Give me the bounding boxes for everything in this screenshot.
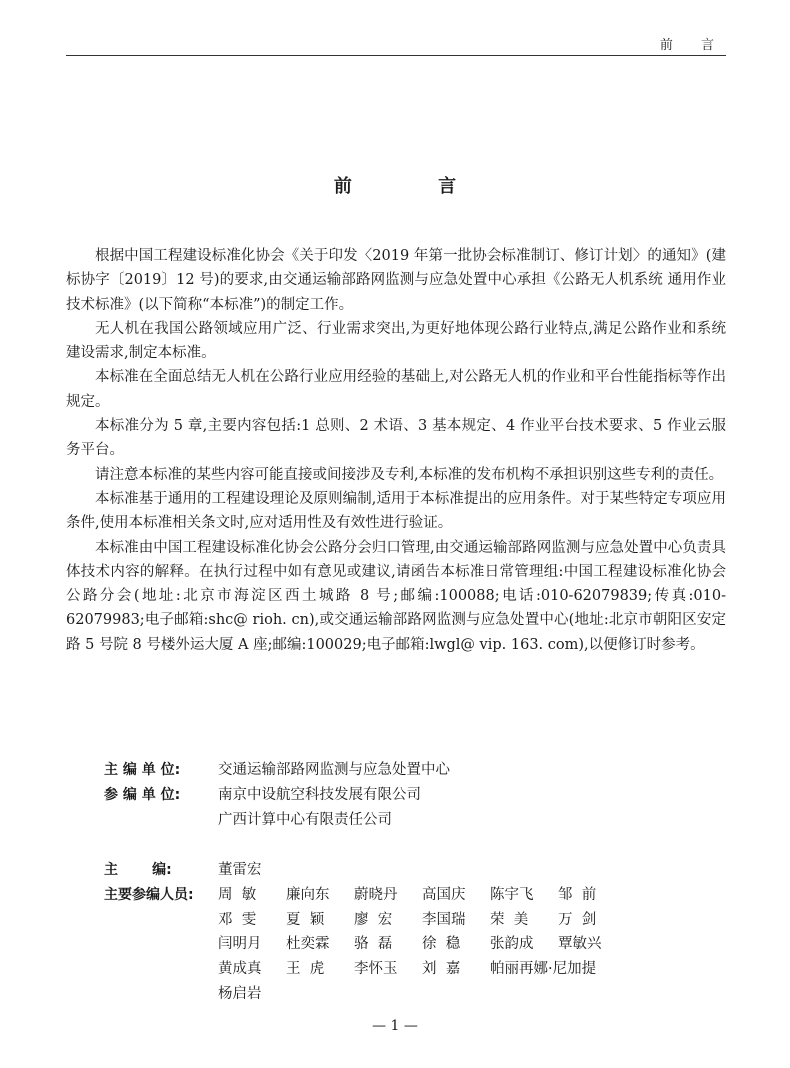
- units-block: [104, 758, 704, 832]
- participating-unit: 广西计算中心有限责任公司: [218, 811, 392, 828]
- header-rule: [66, 55, 726, 56]
- page-number: — 1 —: [372, 1018, 418, 1034]
- participant-name: 陈宇飞: [490, 886, 534, 903]
- participants-label: 主要参编人员:: [104, 886, 194, 903]
- foreword-body: [66, 244, 726, 657]
- chief-editor-value: 董雷宏: [218, 862, 262, 878]
- running-head: 前 言: [659, 38, 726, 53]
- participant-name: 周 敏: [218, 886, 257, 903]
- chief-editor-label: 主 编:: [104, 862, 172, 878]
- participant-name: 覃敏兴: [558, 936, 602, 953]
- participant-name: 李怀玉: [354, 961, 398, 978]
- participant-name: 邓 雯: [218, 911, 257, 928]
- chief-unit-row: [104, 758, 704, 783]
- participant-name: 徐 稳: [422, 936, 461, 953]
- editors-block: [104, 858, 704, 1007]
- paragraph: 本标准分为 5 章,主要内容包括:1 总则、2 术语、3 基本规定、4 作业平台技术要求、5 作业云服务平台。: [66, 418, 726, 459]
- participant-name: 邹 前: [558, 886, 597, 903]
- participating-units-label: 参 编 单 位:: [104, 786, 181, 803]
- participant-name: 杨启岩: [218, 985, 262, 1002]
- participant-name: 刘 嘉: [422, 961, 461, 978]
- participant-name: 帕丽再娜·尼加提: [490, 961, 597, 978]
- participant-name: 黄成真: [218, 961, 262, 978]
- page-title: 前 言: [333, 176, 497, 197]
- participant-name: 夏 颖: [286, 911, 325, 928]
- participant-name: 张韵成: [490, 936, 534, 953]
- paragraph: 请注意本标准的某些内容可能直接或间接涉及专利,本标准的发布机构不承担识别这些专利的责任。: [95, 466, 724, 483]
- participant-name: 廉向东: [286, 886, 330, 903]
- participant-name: 闫明月: [218, 936, 262, 953]
- chief-editor-row: [104, 858, 704, 883]
- chief-unit-label: 主 编 单 位:: [104, 762, 181, 778]
- participating-units-row: [104, 783, 704, 833]
- participant-name: 万 剑: [558, 911, 597, 928]
- participants-grid: [218, 883, 626, 1007]
- paragraph: 本标准基于通用的工程建设理论及原则编制,适用于本标准提出的应用条件。对于某些特定专项应用条件,使用本标准相关条文时,应对适用性及有效性进行验证。: [66, 490, 726, 532]
- participant-name: 杜奕霖: [286, 936, 330, 953]
- paragraph: 根据中国工程建设标准化协会《关于印发〈2019 年第一批协会标准制订、修订计划〉的通知》(建标协字〔2019〕12 号)的要求,由交通运输部路网监测与应急处置中心承担《公路无人机系统 通用作业技术标准》(以下简称“本标准”)的制定工作。: [66, 248, 726, 313]
- participant-name: 王 虎: [286, 961, 325, 978]
- participant-name: 廖 宏: [354, 911, 393, 928]
- participant-name: 蔚晓丹: [354, 886, 398, 903]
- participant-name: 李国瑞: [422, 911, 466, 928]
- participants-row: [104, 883, 704, 1007]
- participant-name: 荣 美: [490, 911, 529, 928]
- paragraph: 本标准由中国工程建设标准化协会公路分会归口管理,由交通运输部路网监测与应急处置中心负责具体技术内容的解释。在执行过程中如有意见或建议,请函告本标准日常管理组:中国工程建设标准化协会公路分会(地址:北京市海淀区西土城路 8 号;邮编:100088;电话:010-62079839;传真:010-62079983;电子邮箱:shc@ rioh. cn),或交通运输部路网监测与应急处置中心(地址:北京市朝阳区安定路 5 号院 8 号楼外运大厦 A 座;邮编:100029;电子邮箱:lwgl@ vip. 163. com),以便修订时参考。: [66, 539, 726, 653]
- chief-unit-value: 交通运输部路网监测与应急处置中心: [218, 762, 450, 778]
- participating-units-list: [218, 783, 421, 833]
- paragraph: 本标准在全面总结无人机在公路行业应用经验的基础上,对公路无人机的作业和平台性能指标等作出规定。: [66, 369, 726, 410]
- participant-name: 高国庆: [422, 886, 466, 903]
- participating-unit: 南京中设航空科技发展有限公司: [218, 786, 421, 803]
- participant-name: 骆 磊: [354, 936, 393, 953]
- paragraph: 无人机在我国公路领域应用广泛、行业需求突出,为更好地体现公路行业特点,满足公路作业和系统建设需求,制定本标准。: [66, 320, 726, 362]
